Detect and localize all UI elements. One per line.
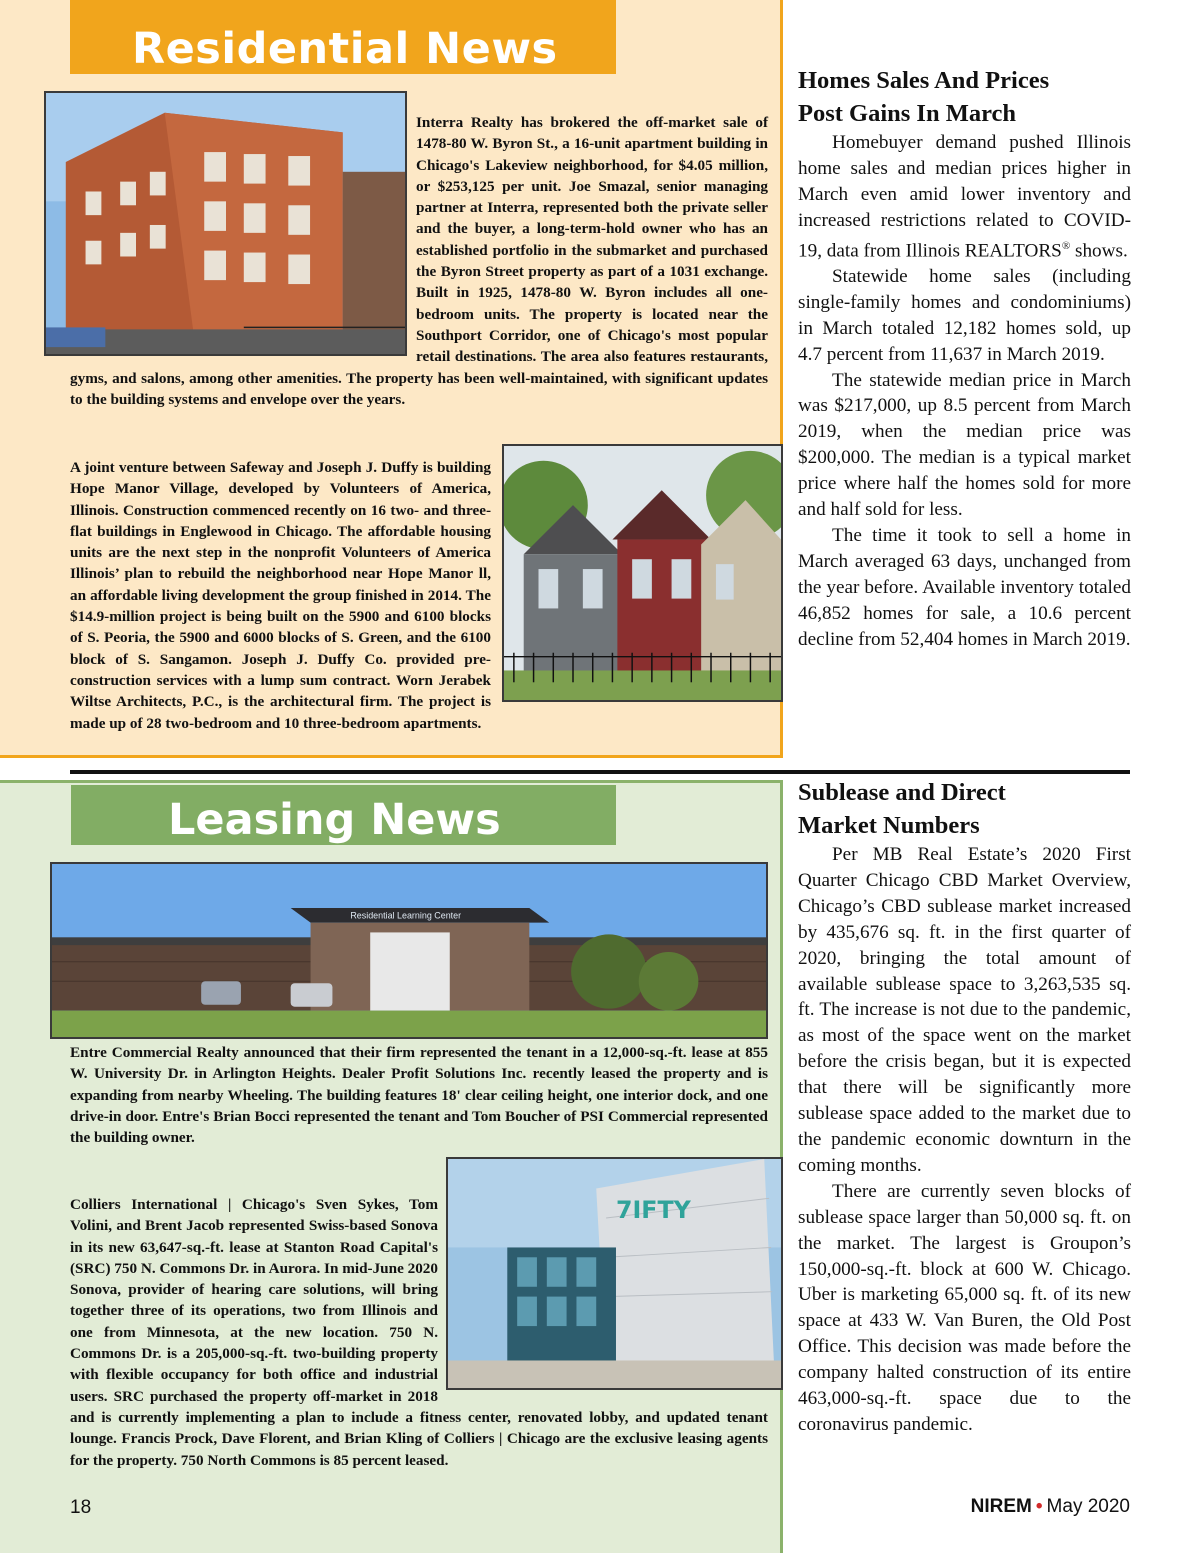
- homes-sales-paragraph-2: Statewide home sales (including single-family homes and condominiums) in March totaled 12,182 homes sold, up 4.7 percent from 11,637 in March 2019.: [798, 265, 1131, 365]
- sublease-paragraph-2: There are currently seven blocks of sublease space larger than 50,000 sq. ft. on the market. The largest is Groupon’s 150,000-sq.-ft. block at 600 W. Chicago. Uber is marketing 65,000 sq. ft. of its new space at 433 W. Van Buren, the Old Post Office. This decision was made before the company halted construction of its entire 463,000-sq.-ft. space due to the coronavirus pandemic.: [798, 1180, 1131, 1435]
- leasing-news-title: Leasing News: [168, 795, 501, 845]
- homes-sales-paragraph-3: The statewide median price in March was $217,000, up 8.5 percent from March 2019, when the median price was $200,000. The median is a typical market price where half the homes sold for more and half sold for less.: [798, 369, 1131, 521]
- photo-sign-7ifty: 7IFTY: [615, 1196, 691, 1224]
- leasing-story-arlington-heights: [70, 1042, 768, 1148]
- magazine-footer: [971, 1496, 1130, 1518]
- homes-sales-heading-line1: Homes Sales And Prices: [798, 67, 1050, 94]
- homes-sales-article: [798, 64, 1131, 653]
- residential-story-hope-manor: [70, 457, 768, 734]
- issue-date: May 2020: [1046, 1496, 1130, 1517]
- residential-story-byron: [70, 112, 768, 410]
- footer-separator: •: [1035, 1496, 1043, 1517]
- registered-mark: ®: [1061, 239, 1071, 252]
- leasing-news-banner: [71, 785, 616, 845]
- leasing-story-sonova-text: Colliers International | Chicago's Sven Sykes, Tom Volini, and Brent Jacob represented Swiss-based Sonova in its new 63,647-sq.-ft. lease at Stanton Road Capital's (SRC) 750 N. Commons Dr. in Aurora. In mid-June 2020 Sonova, provider of hearing care solutions, will bring together three of its operations, two from Illinois and one from Minnesota, at the new location. 750 N. Commons Dr. is a 205,000-sq.-ft. two-building property with flexible occupancy for both office and industrial users. SRC purchased the property off-market in 2018 and is currently implementing a plan to include a fitness center, renovated lobby, and updated tenant lounge. Francis Prock, Dave Florent, and Brian Kling of Colliers | Chicago are the exclusive leasing agents for the property. 750 North Commons is 85 percent leased.: [70, 1196, 768, 1469]
- homes-sales-paragraph-4: The time it took to sell a home in March averaged 63 days, unchanged from the year before. Available inventory totaled 46,852 homes for sale, a 10.6 percent decline from 52,404 homes in March 2019.: [798, 524, 1131, 650]
- page-number: 18: [70, 1497, 92, 1518]
- residential-story-byron-text: Interra Realty has brokered the off-market sale of 1478-80 W. Byron St., a 16-unit apartment building in Chicago's Lakeview neighborhood, for $4.05 million, or $253,125 per unit. Joe Smazal, senior managing partner at Interra, represented both the private seller and the buyer, a long-term-hold owner who has an established portfolio in the submarket and purchased the Byron Street property as part of a 1031 exchange. Built in 1925, 1478-80 W. Byron includes all one-bedroom units. The property is located near the Southport Corridor, one of Chicago's most popular retail destinations. The area also features restaurants, gyms, and salons, among other amenities. The property has been well-maintained, with significant updates to the building systems and envelope over the years.: [70, 114, 768, 408]
- sublease-heading-line2: Market Numbers: [798, 812, 980, 839]
- arlington-heights-building-photo: [50, 862, 768, 1039]
- residential-story-hope-manor-text: A joint venture between Safeway and Joseph J. Duffy is building Hope Manor Village, developed by Volunteers of America, Illinois. Construction commenced recently on 16 two- and three-flat buildings in Englewood in Chicago. The affordable housing units are the next step in the nonprofit Volunteers of America Illinois’ plan to rebuild the neighborhood near Hope Manor ll, an affordable living development the group finished in 2014. The $14.9-million project is being built on the 5900 and 6100 blocks of S. Peoria, the 5900 and 6000 blocks of S. Green, and the 6100 block of S. Sangamon. Joseph J. Duffy Co. provided pre-construction services with a lump sum contract. Worn Jerabek Wiltse Architects, P.C., is the architectural firm. The project is made up of 28 two-bedroom and 10 three-bedroom apartments.: [70, 459, 491, 732]
- residential-news-title: Residential News: [132, 24, 558, 74]
- sublease-heading: [798, 776, 1131, 842]
- sublease-paragraph-1: Per MB Real Estate’s 2020 First Quarter Chicago CBD Market Overview, Chicago’s CBD sublease market increased by 435,676 sq. ft. in the first quarter of 2020, bringing the total amount of available sublease space to 3,263,535 sq. ft. The increase is not due to the pandemic, as most of the space went on the market before the crisis began, but it is expected that there will be significantly more sublease space added to the market due to the pandemic economic downturn in the coming months.: [798, 844, 1131, 1176]
- homes-sales-paragraph-1: Homebuyer demand pushed Illinois home sales and median prices higher in March even amid lower inventory and increased restrictions related to COVID-19, data from Illinois REALTORS® shows.: [798, 132, 1131, 262]
- photo-sign-text: Residential Learning Center: [350, 910, 462, 921]
- residential-news-banner: [70, 0, 616, 74]
- sublease-heading-line1: Sublease and Direct: [798, 779, 1006, 806]
- homes-sales-heading-line2: Post Gains In March: [798, 100, 1017, 127]
- sublease-article: [798, 776, 1131, 1438]
- leasing-story-arlington-heights-text: Entre Commercial Realty announced that their firm represented the tenant in a 12,000-sq.-ft. lease at 855 W. University Dr. in Arlington Heights. Dealer Profit Solutions Inc. recently leased the property and is expanding from nearby Wheeling. The building features 18' clear ceiling height, one interior dock, and one drive-in door. Entre's Brian Bocci represented the tenant and Tom Boucher of PSI Commercial represented the building owner.: [70, 1044, 768, 1147]
- leasing-story-sonova: [70, 1194, 768, 1471]
- publication-name: NIREM: [970, 1496, 1032, 1517]
- section-divider: [70, 770, 1130, 774]
- homes-sales-heading: [798, 64, 1131, 130]
